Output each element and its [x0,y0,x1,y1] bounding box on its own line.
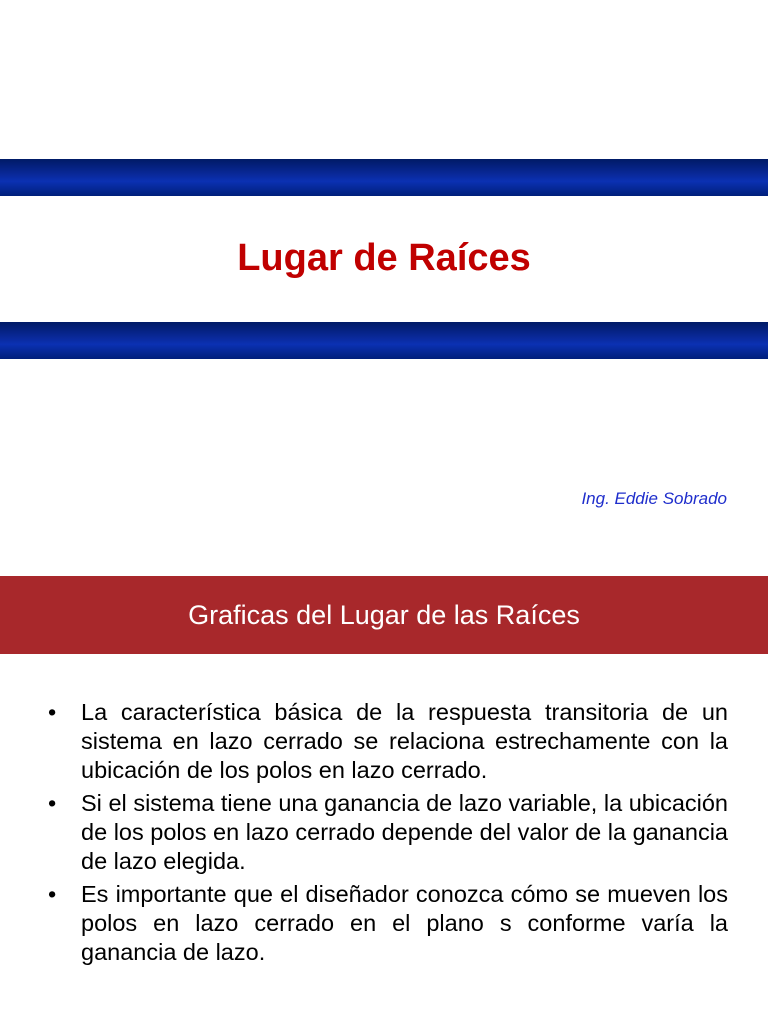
bullet-item: • Es importante que el diseñador conozca cómo se mueven los polos en lazo cerrado en el plano s conforme varía la ganancia de lazo. [48,880,728,967]
bullet-list [48,698,728,971]
bullet-item: • Si el sistema tiene una ganancia de lazo variable, la ubicación de los polos en lazo cerrado depende del valor de la ganancia de lazo elegida. [48,789,728,876]
slide-title: Lugar de Raíces [237,237,531,279]
section-header: Graficas del Lugar de las Raíces [188,600,580,630]
top-blue-band [0,159,768,196]
author-name: Ing. Eddie Sobrado [581,489,727,508]
bottom-blue-band [0,322,768,359]
content-slide [0,576,768,1024]
section-header-bar [0,576,768,654]
bullet-item: • La característica básica de la respuesta transitoria de un sistema en lazo cerrado se relaciona estrechamente con la ubicación de los polos en lazo cerrado. [48,698,728,785]
